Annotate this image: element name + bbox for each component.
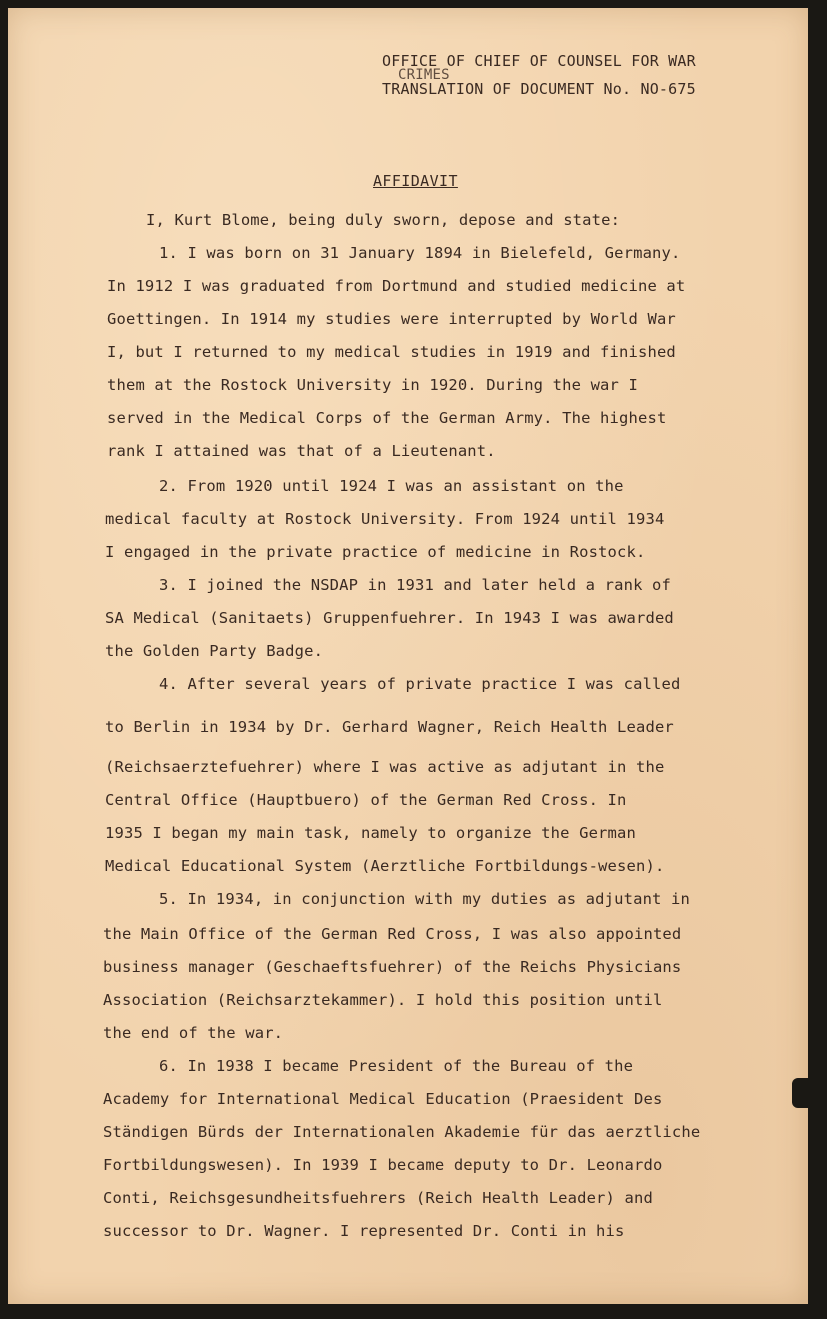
body-line: 1935 I began my main task, namely to organize the German [105,824,636,842]
header-crimes-line: CRIMES [398,67,450,83]
document-title: AFFIDAVIT [373,172,458,190]
header-office-line: OFFICE OF CHIEF OF COUNSEL FOR WAR [382,52,696,70]
body-line: (Reichsaerztefuehrer) where I was active as adjutant in the [105,758,665,776]
page-tear [792,1078,808,1108]
body-line: 3. I joined the NSDAP in 1931 and later held a rank of [159,576,672,594]
body-line: Goettingen. In 1914 my studies were interrupted by World War [107,310,676,328]
body-line: 5. In 1934, in conjunction with my duties as adjutant in [159,890,690,908]
body-line: served in the Medical Corps of the German Army. The highest [107,409,667,427]
document-page [8,8,808,1304]
body-line: Academy for International Medical Education (Praesident Des [103,1090,663,1108]
body-line: 4. After several years of private practice I was called [159,675,681,693]
body-line: Association (Reichsarztekammer). I hold this position until [103,991,663,1009]
body-line: In 1912 I was graduated from Dortmund and studied medicine at [107,277,686,295]
body-line: the end of the war. [103,1024,284,1042]
body-line: Medical Educational System (Aerztliche Fortbildungs-wesen). [105,857,665,875]
body-line: Fortbildungswesen). In 1939 I became deputy to Dr. Leonardo [103,1156,663,1174]
body-line: SA Medical (Sanitaets) Gruppenfuehrer. In 1943 I was awarded [105,609,674,627]
body-line: I, Kurt Blome, being duly sworn, depose and state: [146,211,621,229]
body-line: to Berlin in 1934 by Dr. Gerhard Wagner, Reich Health Leader [105,718,674,736]
body-line: medical faculty at Rostock University. From 1924 until 1934 [105,510,665,528]
header-translation-line: TRANSLATION OF DOCUMENT No. NO-675 [382,80,696,98]
body-line: 1. I was born on 31 January 1894 in Bielefeld, Germany. [159,244,681,262]
body-line: Central Office (Hauptbuero) of the German Red Cross. In [105,791,627,809]
body-line: the Main Office of the German Red Cross, I was also appointed [103,925,682,943]
body-line: I engaged in the private practice of medicine in Rostock. [105,543,646,561]
body-line: the Golden Party Badge. [105,642,324,660]
document-header [382,53,696,97]
body-line: 6. In 1938 I became President of the Bureau of the [159,1057,634,1075]
body-line: successor to Dr. Wagner. I represented Dr. Conti in his [103,1222,625,1240]
body-line: Ständigen Bürds der Internationalen Akademie für das aerztliche [103,1123,701,1141]
body-line: I, but I returned to my medical studies in 1919 and finished [107,343,676,361]
body-line: Conti, Reichsgesundheitsfuehrers (Reich Health Leader) and [103,1189,653,1207]
body-line: rank I attained was that of a Lieutenant. [107,442,496,460]
body-line: business manager (Geschaeftsfuehrer) of the Reichs Physicians [103,958,682,976]
body-line: them at the Rostock University in 1920. During the war I [107,376,638,394]
body-line: 2. From 1920 until 1924 I was an assistant on the [159,477,624,495]
